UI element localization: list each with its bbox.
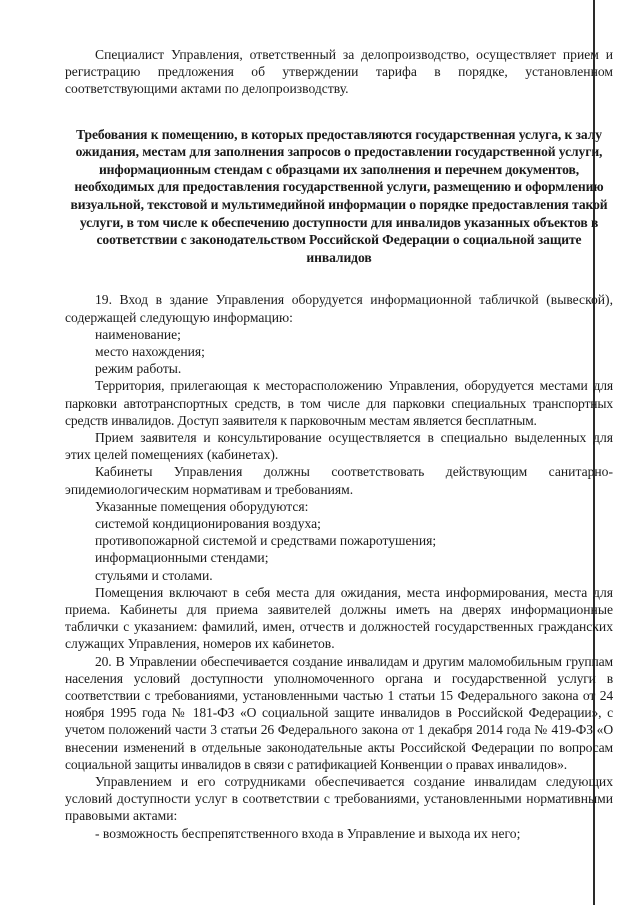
premises-paragraph: Помещения включают в себя места для ожидания, места информирования, места для приема. Кабинеты для приема заявителей должны иметь на дверях информационные таблички с указанием: фамилий, имен, отчеств и должностей государственных гражданских служащих Управления, номеров их кабинетов. xyxy=(65,584,613,652)
sign-item-hours: режим работы. xyxy=(95,361,182,377)
territory-paragraph: Территория, прилегающая к месторасположению Управления, оборудуется местами для парковки автотранспортных средств, в том числе для парковки специальных транспортных средств инвалидов. Доступ заявителя к парковочным местам является бесплатным. xyxy=(65,378,613,428)
paragraph-19: 19. Вход в здание Управления оборудуется информационной табличкой (вывеской), содержащей следующую информацию: xyxy=(65,292,613,325)
equipped-item-ac: системой кондиционирования воздуха; xyxy=(95,516,321,531)
sign-item-location: место нахождения; xyxy=(95,343,205,359)
section-heading: Требования к помещению, в которых предоставляются государственная услуга, к залу ожидания, местам для заполнения запросов о предоставлении государственной услуги, информационным стендам с образцами их заполнения и перечнем документов, необходимых для предоставления государственной услуги, размещению и оформлению визуальной, текстовой и мультимедийной информации о порядке предоставления такой услуги, в том числе к обеспечению доступности для инвалидов указанных объектов в соответствии с законодательством Российской Федерации о социальной защите инвалидов xyxy=(70,126,608,265)
intro-paragraph: Специалист Управления, ответственный за делопроизводство, осуществляет прием и регистрацию предложения об утверждении тарифа в порядке, установленном соответствующими актами по делопроизводству. xyxy=(65,47,613,97)
reception-paragraph: Прием заявителя и консультирование осуществляется в специально выделенных для этих целей помещениях (кабинетах). xyxy=(65,429,613,463)
equipped-item-stands: информационными стендами; xyxy=(95,550,269,566)
equipped-item-furniture: стульями и столами. xyxy=(95,567,213,583)
sign-item-name: наименование; xyxy=(95,326,181,342)
access-item: - возможность беспрепятственного входа в Управление и выхода их него; xyxy=(95,825,521,841)
paragraph-20: 20. В Управлении обеспечивается создание инвалидам и другим маломобильным группам населения условий доступности уполномоченного органа и государственной услуги в соответствии с требованиями, установленными частью 1 статьи 15 Федерального закона от 24 ноября 1995 года № 181-ФЗ «О социальной защите инвалидов в Российской Федерации», с учетом положений части 3 статьи 26 Федерального закона от 1 декабря 2014 года № 419-ФЗ «О внесении изменений в отдельные законодательные акты Российской Федерации по вопросам социальной защиты инвалидов в связи с ратификацией Конвенции о правах инвалидов». xyxy=(65,653,613,772)
equipped-intro: Указанные помещения оборудуются: xyxy=(95,498,309,514)
cabinets-paragraph: Кабинеты Управления должны соответствовать действующим санитарно-эпидемиологическим нормативам и требованиям. xyxy=(65,464,613,497)
equipped-item-fire: противопожарной системой и средствами пожаротушения; xyxy=(95,533,437,549)
staff-paragraph: Управлением и его сотрудниками обеспечивается создание инвалидам следующих условий доступности услуг в соответствии с требованиями, установленными нормативными правовыми актами: xyxy=(65,774,613,824)
document-page xyxy=(65,46,613,842)
